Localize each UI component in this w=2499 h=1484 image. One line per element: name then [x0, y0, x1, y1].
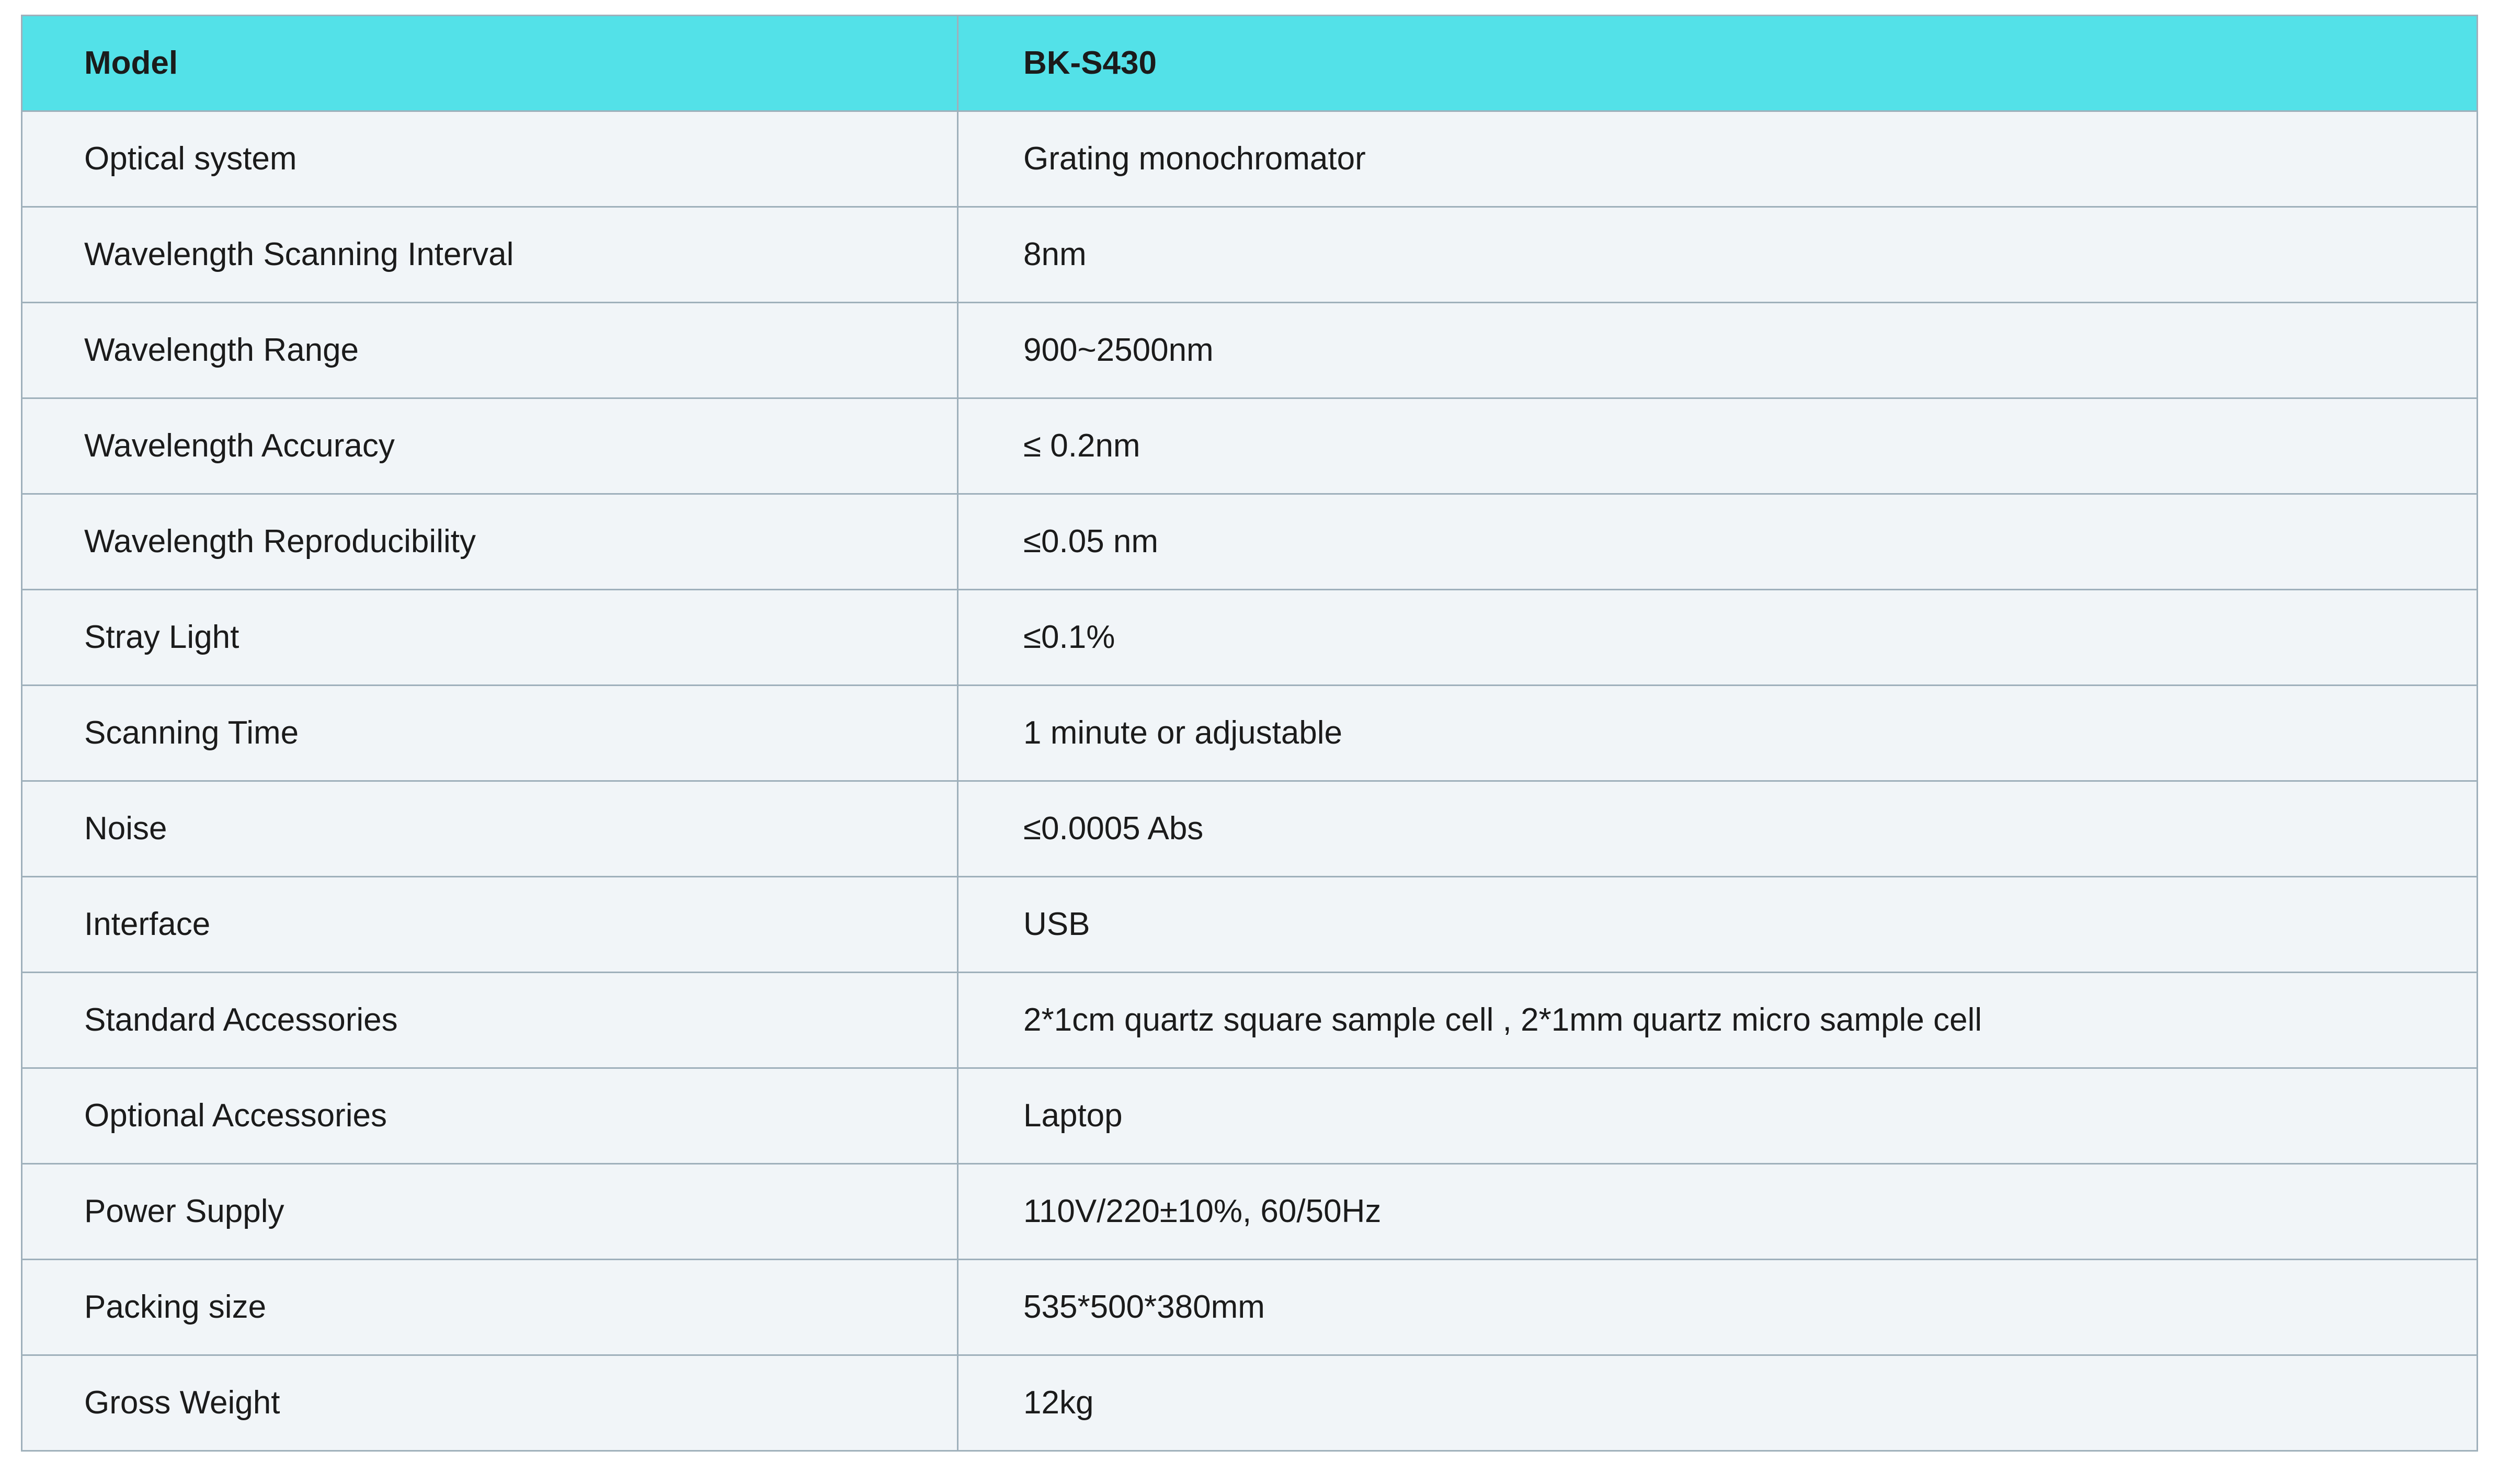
row-label: Wavelength Range	[22, 303, 958, 398]
table-row	[22, 303, 2478, 398]
table-row	[22, 111, 2478, 207]
row-value: 1 minute or adjustable	[958, 686, 2478, 781]
table-row	[22, 686, 2478, 781]
table-body	[22, 16, 2478, 1451]
table-row	[22, 494, 2478, 590]
table-row	[22, 781, 2478, 877]
table-header-row	[22, 16, 2478, 111]
row-label: Stray Light	[22, 590, 958, 686]
table-header-label: Model	[22, 16, 958, 111]
row-label: Power Supply	[22, 1164, 958, 1260]
row-value: 12kg	[958, 1355, 2478, 1451]
row-value: Grating monochromator	[958, 111, 2478, 207]
row-value: 535*500*380mm	[958, 1260, 2478, 1355]
row-value: ≤ 0.2nm	[958, 398, 2478, 494]
row-label: Wavelength Accuracy	[22, 398, 958, 494]
row-label: Gross Weight	[22, 1355, 958, 1451]
row-label: Wavelength Reproducibility	[22, 494, 958, 590]
table-row	[22, 1260, 2478, 1355]
row-value: Laptop	[958, 1068, 2478, 1164]
table-row	[22, 877, 2478, 973]
row-value: ≤0.05 nm	[958, 494, 2478, 590]
row-value: USB	[958, 877, 2478, 973]
table-row	[22, 1068, 2478, 1164]
row-label: Wavelength Scanning Interval	[22, 207, 958, 303]
row-label: Optical system	[22, 111, 958, 207]
table-row	[22, 207, 2478, 303]
row-label: Optional Accessories	[22, 1068, 958, 1164]
table-row	[22, 590, 2478, 686]
table-row	[22, 973, 2478, 1068]
table-row	[22, 398, 2478, 494]
row-value: 110V/220±10%, 60/50Hz	[958, 1164, 2478, 1260]
table-row	[22, 1355, 2478, 1451]
row-value: 8nm	[958, 207, 2478, 303]
row-label: Interface	[22, 877, 958, 973]
row-label: Standard Accessories	[22, 973, 958, 1068]
row-value: 2*1cm quartz square sample cell , 2*1mm quartz micro sample cell	[958, 973, 2478, 1068]
row-label: Scanning Time	[22, 686, 958, 781]
table-header-value: BK-S430	[958, 16, 2478, 111]
row-label: Packing size	[22, 1260, 958, 1355]
row-value: ≤0.0005 Abs	[958, 781, 2478, 877]
table-row	[22, 1164, 2478, 1260]
row-value: ≤0.1%	[958, 590, 2478, 686]
specifications-table	[21, 15, 2478, 1452]
row-label: Noise	[22, 781, 958, 877]
row-value: 900~2500nm	[958, 303, 2478, 398]
